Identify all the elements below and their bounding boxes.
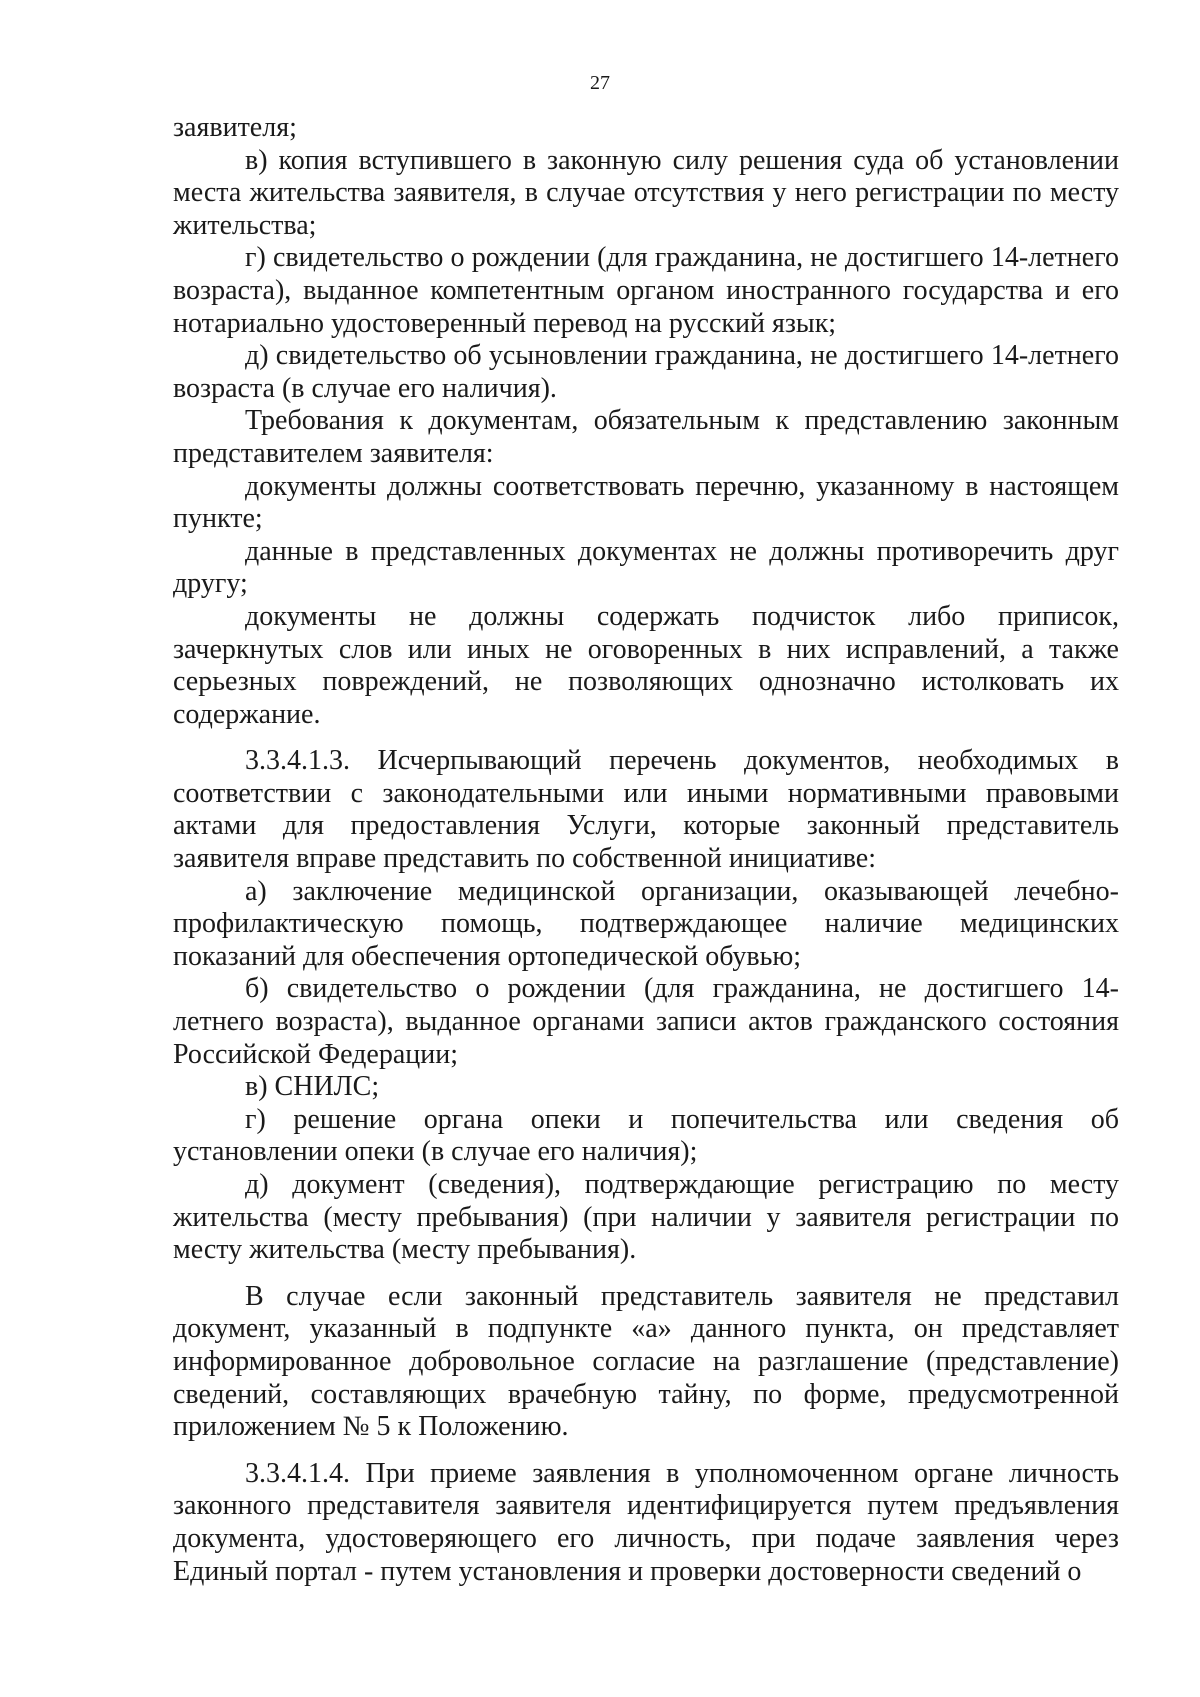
paragraph: б) свидетельство о рождении (для гражданина, не достигшего 14-летнего возраста), выданное органами записи актов гражданского состояния Российской Федерации; [173,973,1119,1070]
paragraph: заявителя; [173,112,297,143]
paragraph: документы не должны содержать подчисток либо приписок, зачеркнутых слов или иных не оговоренных в них исправлений, а также серьезных повреждений, не позволяющих однозначно истолковать их содержание. [173,600,1119,730]
paragraph: 3.3.4.1.4. При приеме заявления в уполномоченном органе личность законного представителя заявителя идентифицируется путем предъявления документа, удостоверяющего его личность, при подаче заявления через Единый портал - путем установления и проверки достоверности сведений о [173,1457,1119,1587]
paragraph: д) свидетельство об усыновлении гражданина, не достигшего 14-летнего возраста (в случае его наличия). [173,340,1119,404]
paragraph: данные в представленных документах не должны противоречить друг другу; [173,535,1119,600]
paragraph: г) свидетельство о рождении (для гражданина, не достигшего 14-летнего возраста), выданное компетентным органом иностранного государства и его нотариально удостоверенный перевод на русский язык; [173,242,1119,339]
page-number: 27 [590,72,610,94]
document-body [173,112,1119,1588]
paragraph: в) СНИЛС; [245,1071,380,1103]
paragraph: В случае если законный представитель заявителя не представил документ, указанный в подпункте «а» данного пункта, он представляет информированное добровольное согласие на разглашение (представление) сведений, составляющих врачебную тайну, по форме, предусмотренной приложением № 5 к Положению. [173,1280,1119,1443]
paragraph: в) копия вступившего в законную силу решения суда об установлении места жительства заявителя, в случае отсутствия у него регистрации по месту жительства; [173,144,1119,241]
paragraph: а) заключение медицинской организации, оказывающей лечебно-профилактическую помощь, подтверждающее наличие медицинских показаний для обеспечения ортопедической обувью; [173,875,1119,972]
paragraph: г) решение органа опеки и попечительства или сведения об установлении опеки (в случае его наличия); [173,1103,1119,1168]
paragraph: д) документ (сведения), подтверждающие регистрацию по месту жительства (месту пребывания) (при наличии у заявителя регистрации по месту жительства (месту пребывания). [173,1169,1119,1266]
paragraph: 3.3.4.1.3. Исчерпывающий перечень документов, необходимых в соответствии с законодательными или иными нормативными правовыми актами для предоставления Услуги, которые законный представитель заявителя вправе представить по собственной инициативе: [173,745,1119,875]
paragraph: документы должны соответствовать перечню, указанному в настоящем пункте; [173,470,1119,535]
paragraph: Требования к документам, обязательным к представлению законным представителем заявителя: [173,405,1119,469]
